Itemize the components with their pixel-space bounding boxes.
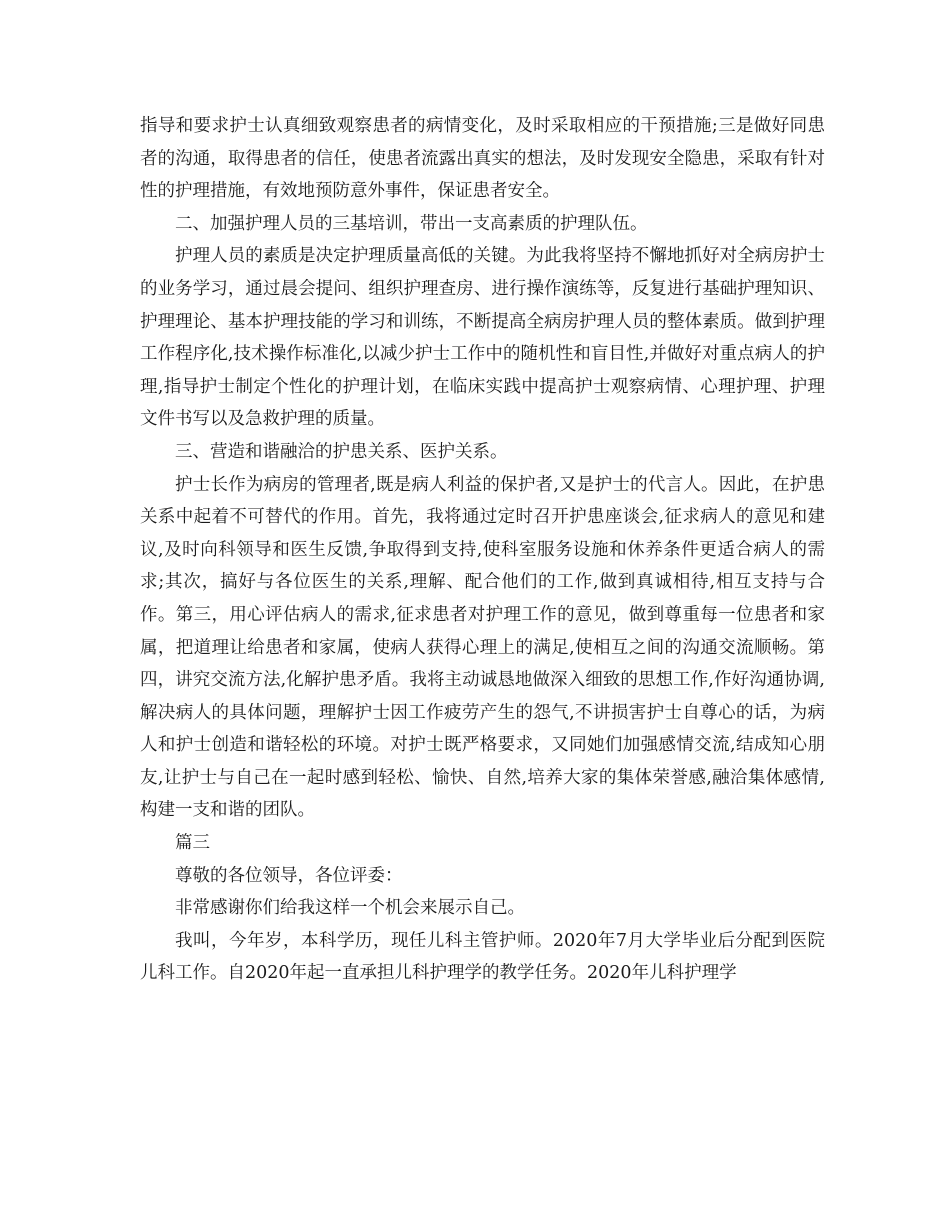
document-page: [140, 110, 825, 990]
paragraph-intro: 我叫，今年岁，本科学历，现任儿科主管护师。2020年7月大学毕业后分配到医院儿科工作。自2020年起一直承担儿科护理学的教学任务。2020年儿科护理学: [140, 930, 825, 984]
section-heading-two: 二、加强护理人员的三基培训，带出一支高素质的护理队伍。: [175, 213, 648, 234]
paragraph-relations: 护士长作为病房的管理者,既是病人利益的保护者,又是护士的代言人。因此，在护患关系中起着不可替代的作用。首先，我将通过定时召开护患座谈会,征求病人的意见和建议,及时向科领导和医生反馈,争取得到支持,使科室服务设施和休养条件更适合病人的需求;其次，搞好与各位医生的关系,理解、配合他们的工作,做到真诚相待,相互支持与合作。第三，用心评估病人的需求,征求患者对护理工作的意见，做到尊重每一位患者和家属，把道理让给患者和家属，使病人获得心理上的满足,使相互之间的沟通交流顺畅。第四，讲究交流方法,化解护患矛盾。我将主动诚恳地做深入细致的思想工作,作好沟通协调,解决病人的具体问题，理解护士因工作疲劳产生的怨气,不讲损害护士自尊心的话，为病人和护士创造和谐轻松的环境。对护士既严格要求，又同她们加强感情交流,结成知心朋友,让护士与自己在一起时感到轻松、愉快、自然,培养大家的集体荣誉感,融洽集体感情,构建一支和谐的团队。: [140, 474, 825, 821]
section-heading-three: 三、营造和谐融洽的护患关系、医护关系。: [175, 441, 508, 462]
paragraph-continuation: 指导和要求护士认真细致观察患者的病情变化，及时采取相应的干预措施;三是做好同患者的沟通，取得患者的信任，使患者流露出真实的想法，及时发现安全隐患，采取有针对性的护理措施，有效地预防意外事件，保证患者安全。: [140, 116, 825, 202]
chapter-heading: 篇三: [175, 833, 210, 854]
paragraph-training: 护理人员的素质是决定护理质量高低的关键。为此我将坚持不懈地抓好对全病房护士的业务学习，通过晨会提问、组织护理查房、进行操作演练等，反复进行基础护理知识、护理理论、基本护理技能的学习和训练，不断提高全病房护理人员的整体素质。做到护理工作程序化,技术操作标准化,以减少护士工作中的随机性和盲目性,并做好对重点病人的护理,指导护士制定个性化的护理计划，在临床实践中提高护士观察病情、心理护理、护理文件书写以及急救护理的质量。: [140, 246, 825, 430]
salutation: 尊敬的各位领导，各位评委：: [175, 865, 403, 886]
paragraph-thanks: 非常感谢你们给我这样一个机会来展示自己。: [175, 898, 525, 919]
